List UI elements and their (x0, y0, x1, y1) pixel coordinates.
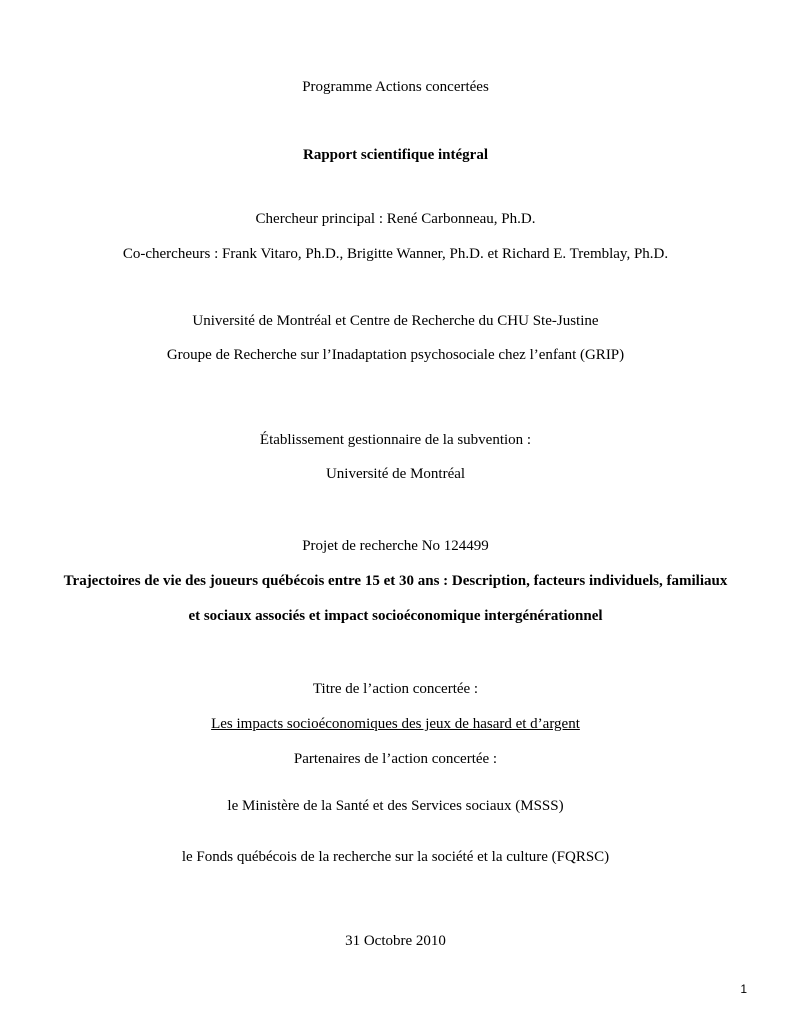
partner-2: le Fonds québécois de la recherche sur la société et la culture (FQRSC) (181, 849, 610, 865)
project-number: Projet de recherche No 124499 (302, 538, 489, 554)
partners-label: Partenaires de l’action concertée : (293, 751, 498, 767)
principal-researcher: Chercheur principal : René Carbonneau, Ph.D. (255, 211, 536, 227)
project-title-line-1: Trajectoires de vie des joueurs québécois entre 15 et 30 ans : Description, facteurs individuels, familiaux (63, 573, 728, 589)
programme-name: Programme Actions concertées (302, 79, 489, 95)
partner-1: le Ministère de la Santé et des Services sociaux (MSSS) (227, 798, 564, 814)
action-title: Les impacts socioéconomiques des jeux de hasard et d’argent (211, 716, 580, 732)
project-title-line-2: et sociaux associés et impact socioéconomique intergénérationnel (188, 608, 603, 624)
report-date: 31 Octobre 2010 (345, 933, 446, 949)
action-title-label: Titre de l’action concertée : (312, 681, 479, 697)
managing-institution: Université de Montréal (325, 466, 466, 482)
report-type: Rapport scientifique intégral (303, 147, 488, 163)
page-number: 1 (740, 982, 747, 996)
managing-institution-label: Établissement gestionnaire de la subvention : (259, 432, 532, 448)
institution-line-2: Groupe de Recherche sur l’Inadaptation psychosociale chez l’enfant (GRIP) (166, 347, 625, 363)
institution-line-1: Université de Montréal et Centre de Recherche du CHU Ste-Justine (192, 313, 599, 329)
co-researchers: Co-chercheurs : Frank Vitaro, Ph.D., Brigitte Wanner, Ph.D. et Richard E. Tremblay, Ph.D. (122, 246, 669, 262)
